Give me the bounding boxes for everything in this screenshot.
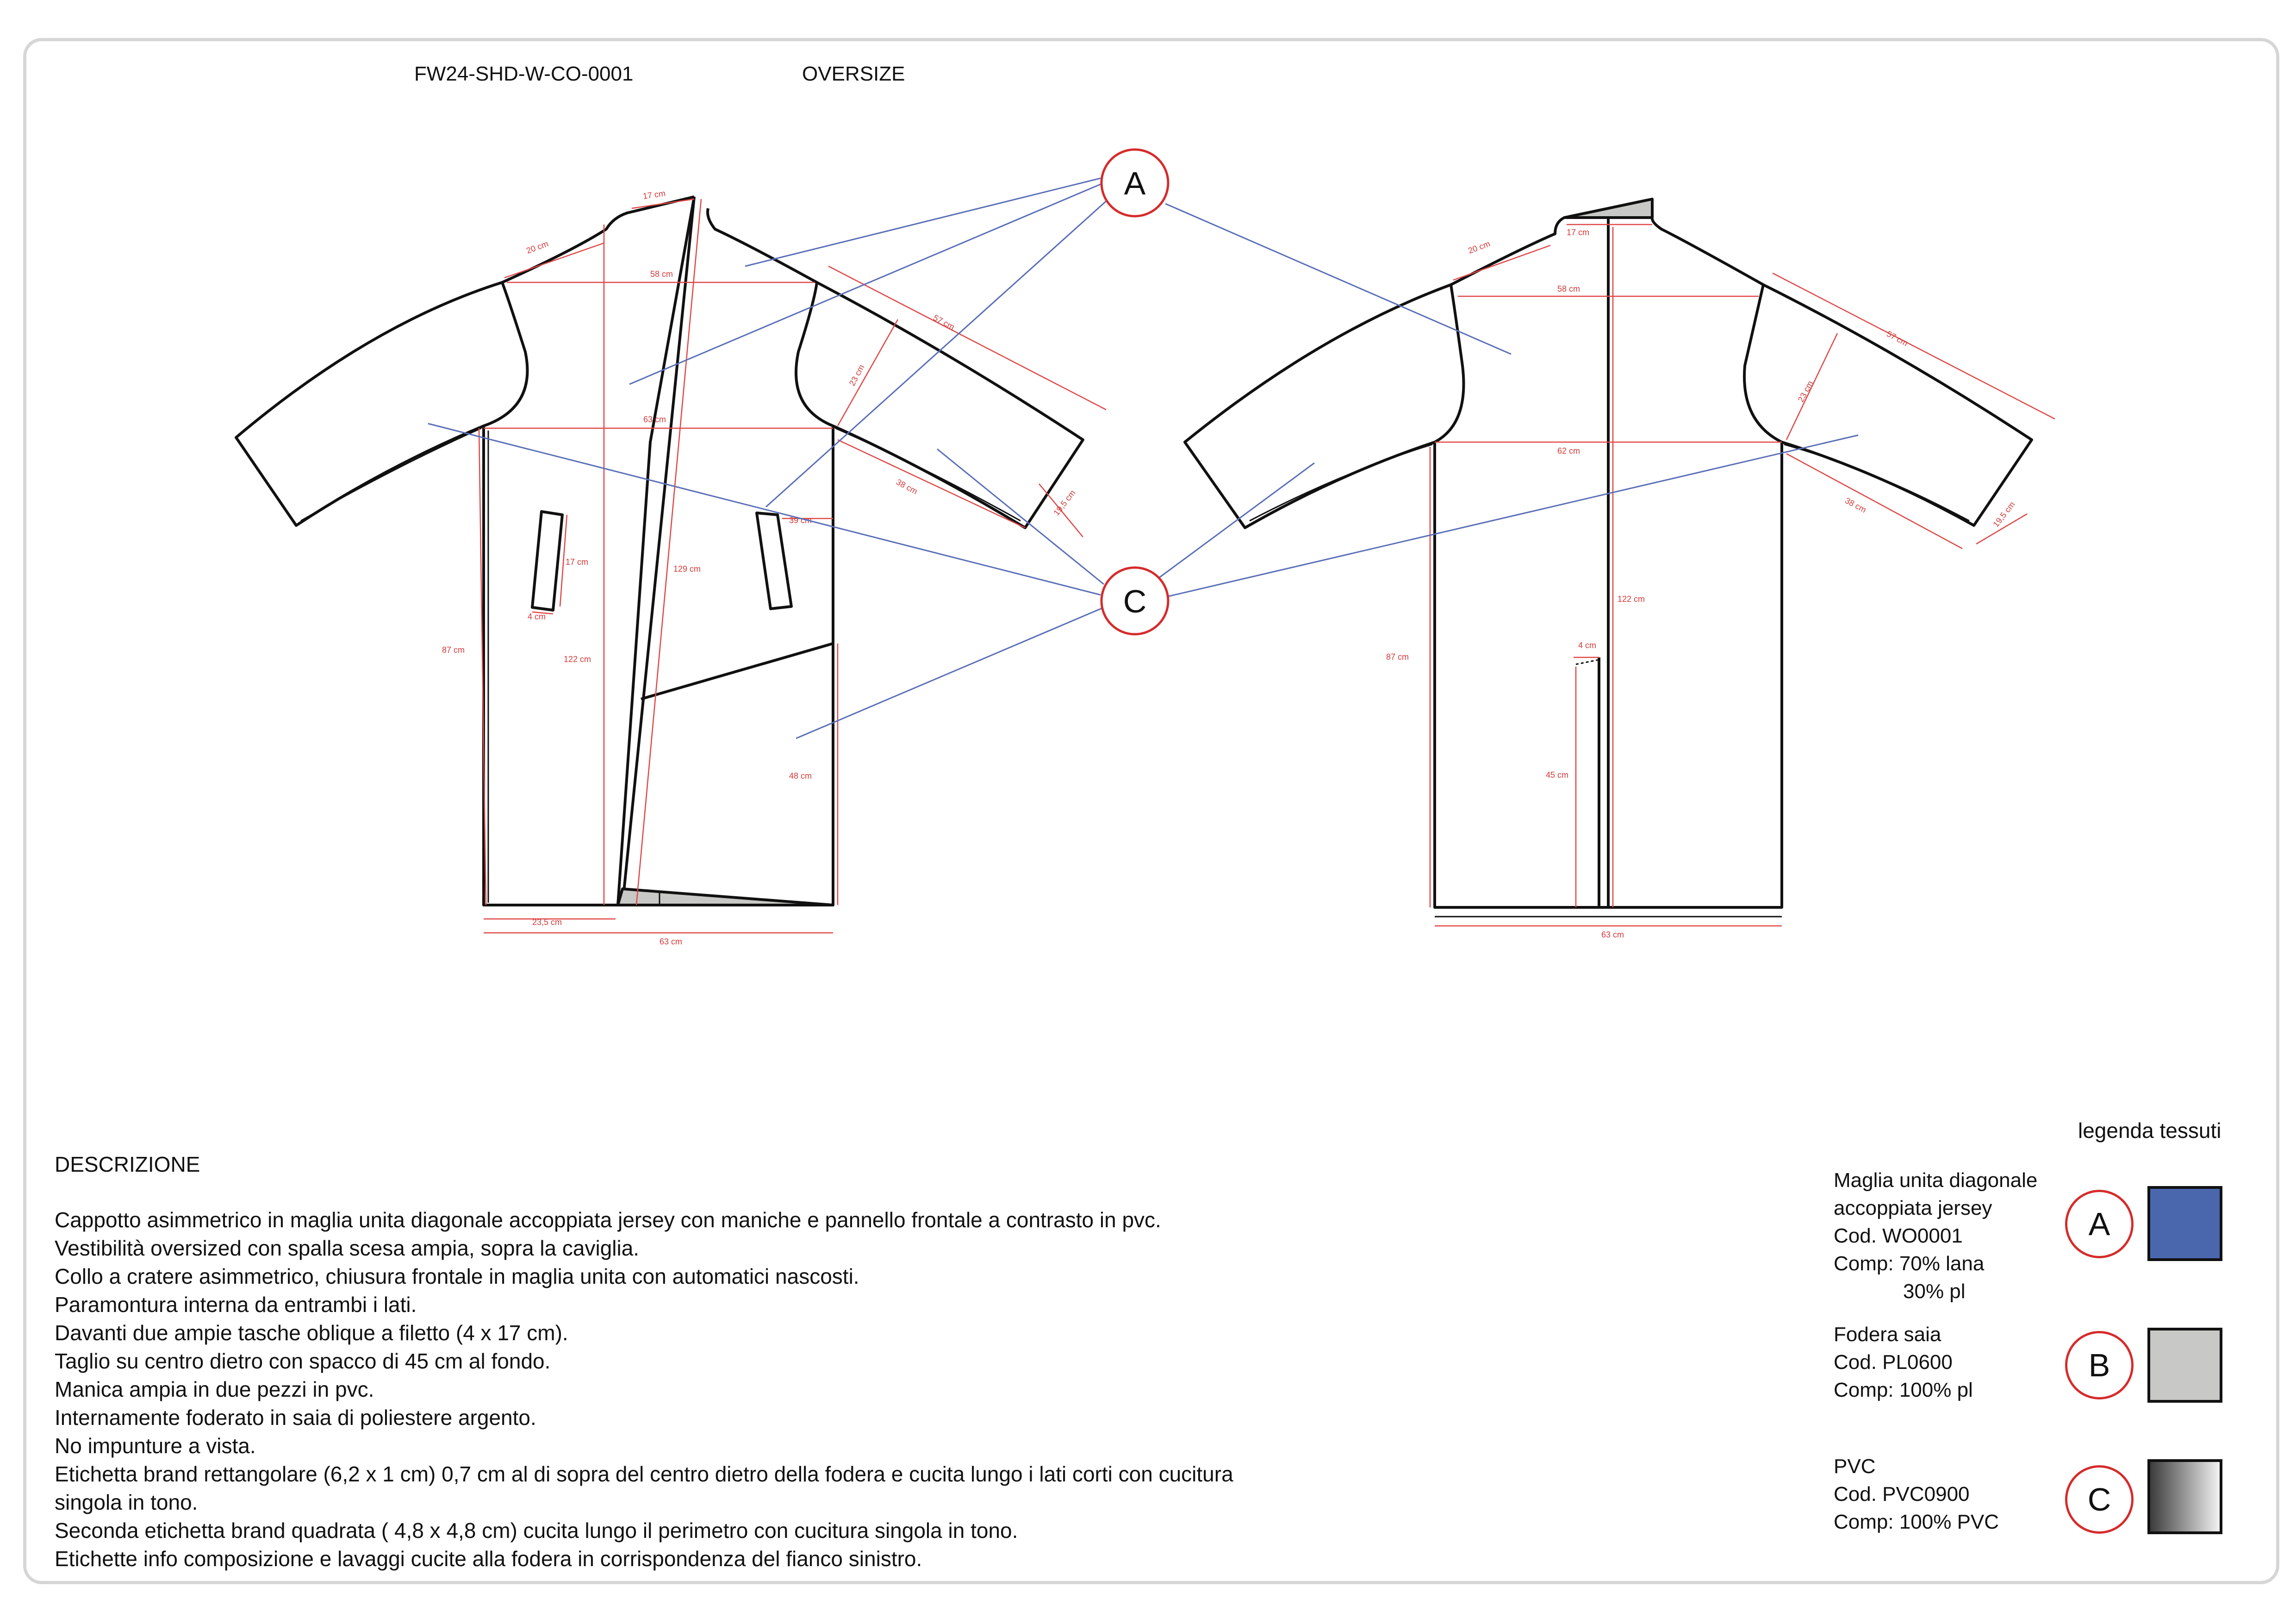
- back-bottom-width-label: 63 cm: [1601, 930, 1624, 939]
- style-code: FW24-SHD-W-CO-0001: [414, 62, 634, 85]
- front-bottom-width-label: 63 cm: [660, 937, 683, 946]
- back-chest-label: 58 cm: [1557, 284, 1580, 294]
- fit-label: OVERSIZE: [802, 62, 905, 85]
- legend-c-line: PVC: [1834, 1455, 1876, 1478]
- legend-c-text: [1834, 1453, 1999, 1536]
- front-garment: [236, 197, 1083, 905]
- back-measure-lines: [1430, 225, 2055, 926]
- description-line: Vestibilità oversized con spalla scesa ampia, sopra la caviglia.: [55, 1236, 640, 1260]
- back-shoulder-right: [1652, 218, 1763, 285]
- back-vent-width-label: 4 cm: [1578, 641, 1597, 650]
- description-line: Etichetta brand rettangolare (6,2 x 1 cm) 0,7 cm al di sopra del centro dietro della fodera e cucita lungo i lati corti con cucitura: [55, 1462, 1233, 1486]
- front-hem-lining: [618, 889, 833, 905]
- legend-item-c: [1834, 1453, 1999, 1536]
- front-sleeve-length-label: 57 cm: [932, 312, 956, 332]
- description-line: Manica ampia in due pezzi in pvc.: [55, 1377, 374, 1401]
- back-collar: [1564, 199, 1652, 218]
- back-shoulder-label: 20 cm: [1467, 239, 1492, 256]
- callout-c: [1101, 568, 1168, 634]
- description-title: DESCRIZIONE: [55, 1152, 200, 1176]
- description-line: Davanti due ampie tasche oblique a filetto (4 x 17 cm).: [55, 1321, 568, 1345]
- front-pocket-right: [757, 513, 791, 609]
- description-line: Cappotto asimmetrico in maglia unita diagonale accoppiata jersey con maniche e pannello frontale a contrasto in pvc.: [55, 1208, 1161, 1232]
- front-pocket-position-label: 39 cm: [789, 516, 812, 525]
- back-vent-length-label: 45 cm: [1546, 770, 1569, 780]
- front-diagonal-seam: [641, 643, 833, 699]
- legend-a-line: Maglia unita diagonale: [1834, 1169, 2038, 1192]
- back-measure-labels: [1386, 228, 2017, 939]
- callout-a-letter: A: [1124, 165, 1146, 201]
- back-center-length-label: 122 cm: [1618, 594, 1645, 604]
- legend-a-text: [1834, 1167, 2037, 1305]
- front-length-label: 129 cm: [673, 564, 701, 574]
- back-left-sleeve: [1185, 285, 1464, 528]
- legend-a-line: accoppiata jersey: [1834, 1197, 1992, 1219]
- front-sleeve-inner-line-right: [835, 428, 1020, 521]
- back-sleeve-lower-label: 38 cm: [1843, 495, 1868, 515]
- front-pocket-left: [532, 512, 562, 610]
- callout-leader-lines: [428, 178, 1858, 738]
- front-panel-edge: [622, 197, 694, 905]
- description-line: singola in tono.: [55, 1490, 198, 1514]
- front-panel-height-label: 48 cm: [789, 771, 812, 781]
- front-center-length-label: 122 cm: [564, 655, 591, 664]
- callout-a: [1101, 150, 1168, 216]
- legend-item-a: [1834, 1167, 2037, 1305]
- description-line: No impunture a vista.: [55, 1434, 256, 1458]
- legend-c-line: Comp: 100% PVC: [1834, 1511, 1999, 1533]
- legend-b-line: Comp: 100% pl: [1834, 1379, 1973, 1401]
- back-armhole-label: 23 cm: [1796, 379, 1815, 404]
- back-side-length-label: 87 cm: [1386, 652, 1409, 662]
- description-line: Etichette info composizione e lavaggi cucite alla fodera in corrispondenza del fianco sinistro.: [55, 1547, 922, 1571]
- front-chest-label: 58 cm: [650, 269, 673, 279]
- front-pocket-width-label: 4 cm: [528, 612, 546, 621]
- legend-a-circle: A: [2065, 1190, 2134, 1258]
- front-panel-width-label: 23,5 cm: [532, 918, 562, 927]
- back-cuff-label: 19,5 cm: [1991, 500, 2017, 529]
- legend-a-line: Comp: 70% lana: [1834, 1252, 1985, 1275]
- back-sleeve-length-label: 57 cm: [1885, 329, 1910, 348]
- front-shoulder-label: 20 cm: [525, 239, 550, 256]
- description-text: [55, 1206, 1304, 1573]
- legend-b-text: [1834, 1321, 1973, 1404]
- legend-a-line: Cod. WO0001: [1834, 1224, 1963, 1247]
- front-hem-upper-label: 63 cm: [643, 415, 666, 424]
- legend-b-swatch: [2147, 1328, 2222, 1403]
- legend-b-line: Fodera saia: [1834, 1323, 1941, 1346]
- front-armhole-label: 23 cm: [847, 363, 866, 387]
- legend-c-circle: C: [2065, 1465, 2134, 1534]
- legend-c-swatch: [2147, 1459, 2222, 1534]
- legend-b-circle: B: [2065, 1331, 2134, 1399]
- callout-c-letter: C: [1123, 583, 1147, 619]
- back-right-sleeve: [1744, 285, 2032, 525]
- front-pocket-length-label: 17 cm: [566, 557, 589, 567]
- description-line: Internamente foderato in saia di poliestere argento.: [55, 1405, 536, 1430]
- legend-title: legenda tessuti: [2078, 1118, 2221, 1143]
- back-garment: [1185, 199, 2032, 917]
- front-collar-label: 17 cm: [642, 188, 666, 201]
- legend-a-line: 30% pl: [1903, 1280, 1966, 1303]
- back-collar-label: 17 cm: [1567, 228, 1590, 237]
- front-side-length-label: 87 cm: [442, 645, 465, 655]
- description-line: Seconda etichetta brand quadrata ( 4,8 x 4,8 cm) cucita lungo il perimetro con cucitura singola in tono.: [55, 1518, 1018, 1543]
- legend-c-line: Cod. PVC0900: [1834, 1483, 1970, 1505]
- back-vent-dash: [1576, 660, 1599, 664]
- description-line: Paramontura interna da entrambi i lati.: [55, 1293, 417, 1317]
- legend-item-b: [1834, 1321, 1973, 1404]
- description-line: Taglio su centro dietro con spacco di 45 cm al fondo.: [55, 1349, 551, 1373]
- legend-b-line: Cod. PL0600: [1834, 1351, 1953, 1374]
- description-line: Collo a cratere asimmetrico, chiusura frontale in maglia unita con automatici nascosti.: [55, 1264, 859, 1288]
- legend-a-swatch: [2147, 1186, 2222, 1261]
- front-shoulder-right: [708, 208, 817, 282]
- back-hem-upper-label: 62 cm: [1557, 446, 1580, 456]
- front-sleeve-lower-label: 38 cm: [895, 477, 919, 496]
- front-cuff-label: 19,5 cm: [1052, 488, 1077, 518]
